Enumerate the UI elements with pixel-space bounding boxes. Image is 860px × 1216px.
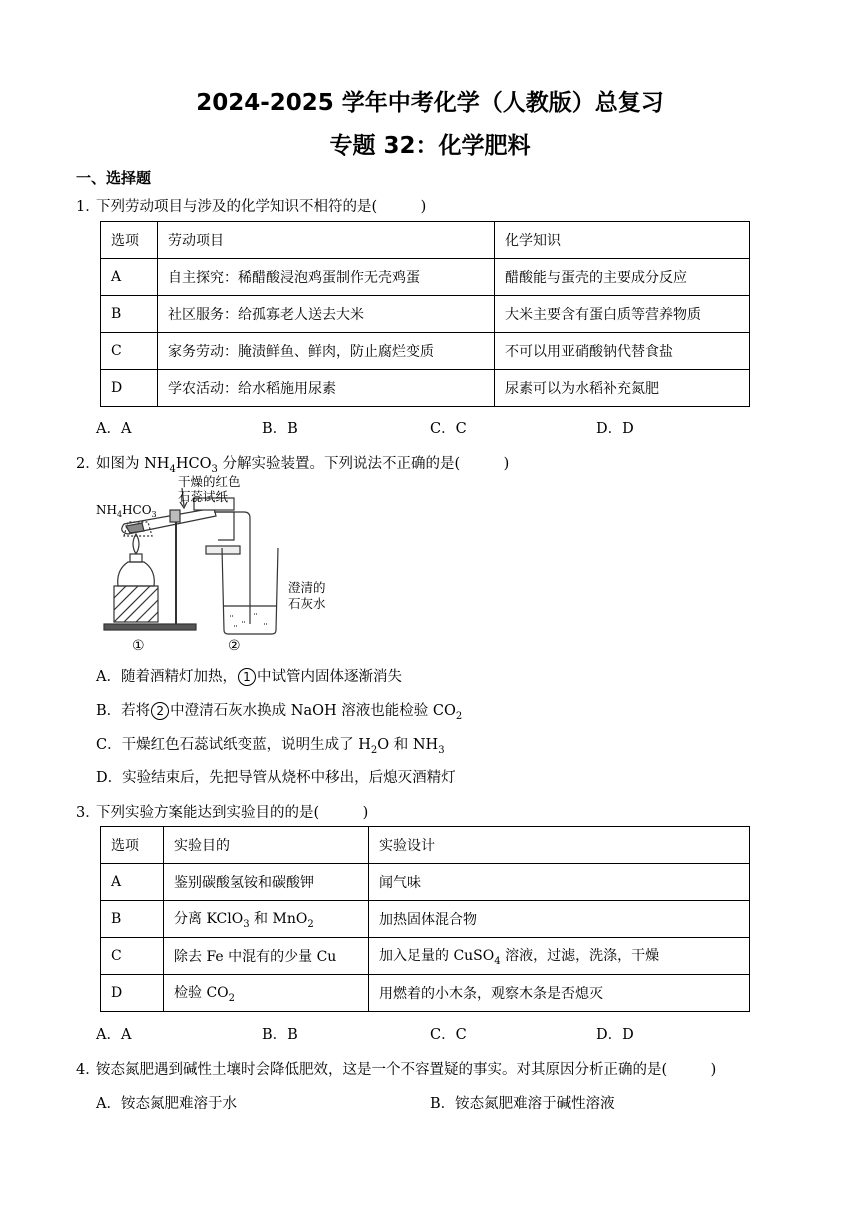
option-c: C．C <box>430 1027 467 1043</box>
table-cell: 实验目的 <box>164 827 369 864</box>
table-cell: 不可以用亚硝酸钠代替食盐 <box>495 333 750 370</box>
table-row <box>101 938 750 975</box>
question-3-table <box>100 826 750 1012</box>
option-a: A．A <box>96 421 132 437</box>
question-1-stem <box>76 195 426 216</box>
svg-text:NH4HCO3 <box>96 503 157 519</box>
question-number: 4． <box>76 1062 100 1078</box>
option-b: B．铵态氮肥难溶于碱性溶液 <box>430 1096 615 1112</box>
question-number: 2． <box>76 456 100 472</box>
table-cell: 社区服务：给孤寡老人送去大米 <box>158 296 495 333</box>
question-text: 分解实验装置。下列说法不正确的是( ) <box>217 456 510 472</box>
subscript: 2 <box>455 710 463 722</box>
subscript: 4 <box>494 955 501 967</box>
document-title: 2024-2025 学年中考化学（人教版）总复习 <box>196 90 664 116</box>
table-cell: 醋酸能与蛋壳的主要成分反应 <box>495 259 750 296</box>
table-cell: 大米主要含有蛋白质等营养物质 <box>495 296 750 333</box>
section-heading: 一、选择题 <box>76 169 152 187</box>
circled-number: 1 <box>238 668 256 686</box>
diagram-label-limewater-line1: 澄清的 <box>288 580 326 595</box>
circled-number: 2 <box>151 702 169 720</box>
diagram-label-limewater-line2: 石灰水 <box>288 596 326 611</box>
question-4-stem <box>76 1058 716 1079</box>
subscript: 3 <box>243 918 250 930</box>
table-cell: 家务劳动：腌渍鲜鱼、鲜肉，防止腐烂变质 <box>158 333 495 370</box>
question-text: 下列实验方案能达到实验目的的是( ) <box>96 805 369 821</box>
table-cell: D <box>101 975 164 1012</box>
table-cell <box>164 975 369 1012</box>
subscript: 3 <box>151 510 157 519</box>
table-cell: C <box>101 333 158 370</box>
option-text: B．若将 <box>96 703 151 719</box>
subscript: 4 <box>116 510 123 519</box>
table-row <box>101 975 750 1012</box>
table-row <box>101 259 750 296</box>
table-cell: 劳动项目 <box>158 222 495 259</box>
cell-text: 分离 KClO <box>174 911 244 928</box>
diagram-label-reagent: NH <box>96 503 117 517</box>
document-subtitle: 专题 32：化学肥料 <box>329 133 531 159</box>
table-row <box>101 333 750 370</box>
question-text: 如图为 NH <box>96 456 170 472</box>
table-cell: A <box>101 259 158 296</box>
table-cell: B <box>101 296 158 333</box>
table-row <box>101 864 750 901</box>
option-text: C．干燥红色石蕊试纸变蓝，说明生成了 H <box>96 737 371 753</box>
question-1-table <box>100 221 750 407</box>
question-text: 铵态氮肥遇到碱性土壤时会降低肥效，这是一个不容置疑的事实。对其原因分析正确的是( ) <box>96 1062 717 1078</box>
question-number: 3． <box>76 805 100 821</box>
diagram-label-paper-line1: 干燥的红色 <box>178 474 241 489</box>
diagram-label-paper-line2: 石蕊试纸 <box>178 489 229 504</box>
table-cell: 自主探究：稀醋酸浸泡鸡蛋制作无壳鸡蛋 <box>158 259 495 296</box>
subscript: 3 <box>438 744 445 756</box>
option-a: A．铵态氮肥难溶于水 <box>96 1096 237 1112</box>
diagram-label-1: ① <box>132 638 145 654</box>
table-cell: 化学知识 <box>495 222 750 259</box>
table-cell: 选项 <box>101 827 164 864</box>
experiment-apparatus-diagram <box>94 474 344 654</box>
table-cell: 加热固体混合物 <box>369 901 750 938</box>
table-cell: 鉴别碳酸氢铵和碳酸钾 <box>164 864 369 901</box>
question-2-option-d: D．实验结束后，先把导管从烧杯中移出，后熄灭酒精灯 <box>96 770 456 786</box>
table-header-row <box>101 827 750 864</box>
question-3-stem <box>76 801 368 822</box>
option-d: D．D <box>596 421 634 437</box>
table-cell: 除去 Fe 中混有的少量 Cu <box>164 938 369 975</box>
table-header-row <box>101 222 750 259</box>
table-cell: 用燃着的小木条，观察木条是否熄灭 <box>369 975 750 1012</box>
cell-text: 检验 CO <box>174 985 229 1002</box>
subscript: 3 <box>211 463 218 475</box>
option-text: A．随着酒精灯加热， <box>96 669 237 685</box>
table-cell: 闻气味 <box>369 864 750 901</box>
table-row <box>101 901 750 938</box>
table-cell: 选项 <box>101 222 158 259</box>
table-cell: 尿素可以为水稻补充氮肥 <box>495 370 750 407</box>
table-cell: 学农活动：给水稻施用尿素 <box>158 370 495 407</box>
cell-text: 和 MnO <box>249 911 308 928</box>
diagram-label-2: ② <box>228 638 241 654</box>
subscript: 4 <box>169 463 176 475</box>
option-c: C．C <box>430 421 467 437</box>
question-2-option-a <box>96 665 402 686</box>
table-cell: B <box>101 901 164 938</box>
table-row <box>101 296 750 333</box>
cell-text: 溶液，过滤，洗涤，干燥 <box>500 948 660 965</box>
question-text: HCO <box>175 456 212 472</box>
option-d: D．D <box>596 1027 634 1043</box>
question-number: 1． <box>76 199 100 215</box>
table-cell: D <box>101 370 158 407</box>
option-b: B．B <box>262 421 298 437</box>
subscript: 2 <box>370 744 378 756</box>
option-a: A．A <box>96 1027 132 1043</box>
table-row <box>101 370 750 407</box>
table-cell: A <box>101 864 164 901</box>
table-cell: 实验设计 <box>369 827 750 864</box>
question-2-option-b <box>96 699 462 722</box>
question-2-stem <box>76 452 509 475</box>
table-cell <box>164 901 369 938</box>
option-b: B．B <box>262 1027 298 1043</box>
option-text: O 和 NH <box>377 737 439 753</box>
subscript: 2 <box>307 918 314 930</box>
table-cell <box>369 938 750 975</box>
apparatus-illustration <box>94 474 344 654</box>
option-text: 中试管内固体逐渐消失 <box>256 669 402 685</box>
table-cell: C <box>101 938 164 975</box>
subscript: 2 <box>228 992 236 1004</box>
cell-text: 加入足量的 CuSO <box>379 948 495 965</box>
question-2-option-c <box>96 733 445 756</box>
option-text: 中澄清石灰水换成 NaOH 溶液也能检验 CO <box>170 703 456 719</box>
question-text: 下列劳动项目与涉及的化学知识不相符的是( ) <box>96 199 427 215</box>
diagram-label-reagent: HCO <box>122 503 152 517</box>
